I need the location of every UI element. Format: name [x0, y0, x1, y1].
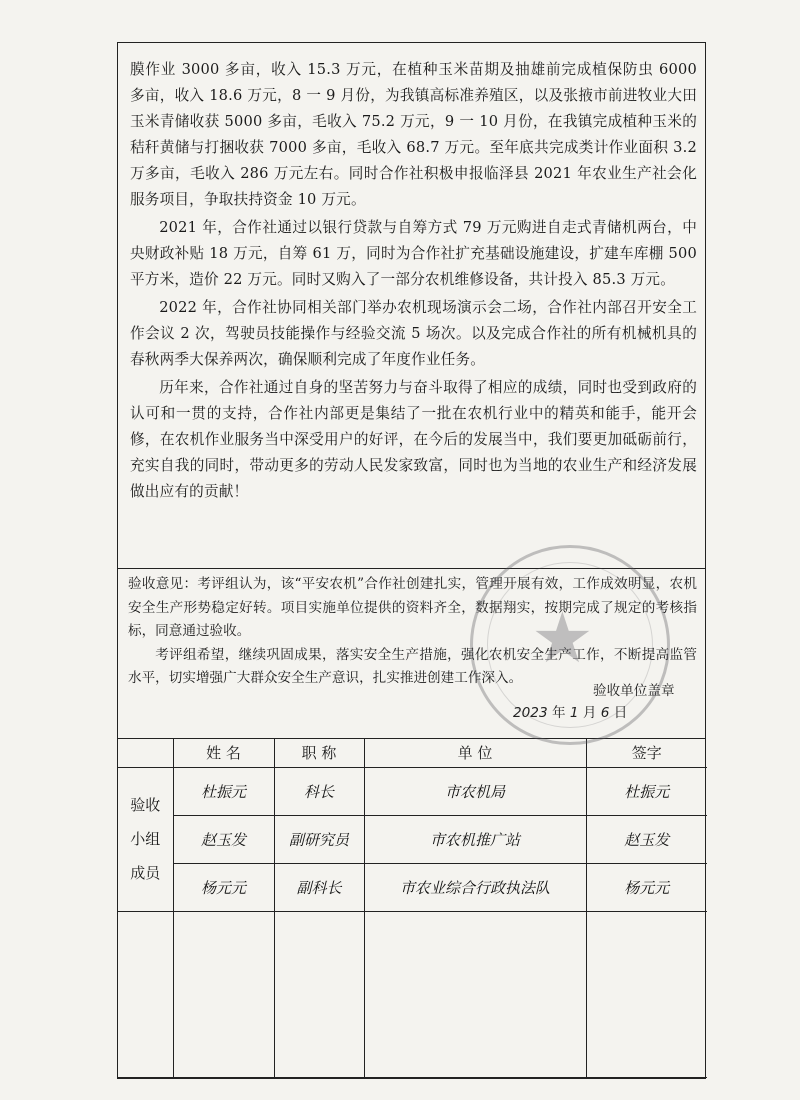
header-title: 职 称 [274, 739, 364, 767]
seal-star-icon: ★ [531, 597, 594, 679]
group-label: 验收 小组 成员 [118, 767, 173, 911]
table-row [118, 767, 707, 815]
paragraph-summary: 历年来，合作社通过自身的坚苦努力与奋斗取得了相应的成绩，同时也受到政府的认可和一贯的支持，合作社内部更是集结了一批在农机行业中的精英和能手，能开会修，在农机作业服务当中深受用户的好评，在今后的发展当中，我们要更加砥砺前行，充实自我的同时，带动更多的劳动人民发家致富，同时也为当地的农业生产和经济发展做出应有的贡献！ [130, 379, 697, 500]
member-title: 科长 [274, 767, 364, 815]
month-char: 月 [582, 705, 597, 721]
date-line [513, 701, 627, 721]
member-name: 杜振元 [173, 767, 274, 815]
header-empty [118, 739, 173, 767]
paragraph-2022: 2022 年，合作社协同相关部门举办农机现场演示会二场，合作社内部召开安全工作会议 2 次，驾驶员技能操作与经验交流 5 场次。以及完成合作社的所有机械机具的春秋两季大保养两次，确保顺利完成了年度作业任务。 [130, 299, 697, 368]
members-table [118, 739, 707, 1078]
table-blank-row [118, 911, 707, 1077]
member-name: 赵玉发 [173, 815, 274, 863]
member-signature: 杜振元 [586, 767, 707, 815]
seal-label: 验收单位盖章 [593, 683, 675, 699]
member-title: 副科长 [274, 863, 364, 911]
report-body [118, 43, 705, 569]
member-unit: 市农机推广站 [364, 815, 586, 863]
header-name: 姓 名 [173, 739, 274, 767]
member-unit: 市农机局 [364, 767, 586, 815]
date-year: 2023 [513, 705, 548, 721]
date-month: 1 [569, 705, 579, 721]
form-frame [117, 42, 706, 1079]
member-signature: 赵玉发 [586, 815, 707, 863]
member-unit: 市农业综合行政执法队 [364, 863, 586, 911]
opinion-text-1: 验收意见：考评组认为，该“平安农机”合作社创建扎实，管理开展有效，工作成效明显，农机安全生产形势稳定好转。项目实施单位提供的资料齐全，数据翔实，按期完成了规定的考核指标，同意通过验收。 [128, 576, 697, 639]
table-row [118, 863, 707, 911]
opinion-text-2: 考评组希望，继续巩固成果，落实安全生产措施，强化农机安全生产工作，不断提高监管水平，切实增强广大群众安全生产意识，扎实推进创建工作深入。 [128, 646, 697, 686]
member-signature: 杨元元 [586, 863, 707, 911]
table-header-row [118, 739, 707, 767]
member-title: 副研究员 [274, 815, 364, 863]
acceptance-opinion [118, 569, 705, 739]
paragraph-2021: 2021 年，合作社通过以银行贷款与自筹方式 79 万元购进自走式青储机两台，中央财政补贴 18 万元，自筹 61 万，同时为合作社扩充基础设施建设，扩建车库棚 500 平方米，造价 22 万元。同时又购入了一部分农机维修设备，共计投入 85.3 万元。 [130, 219, 697, 288]
header-unit: 单 位 [364, 739, 586, 767]
day-char: 日 [613, 705, 628, 721]
member-name: 杨元元 [173, 863, 274, 911]
table-row [118, 815, 707, 863]
year-char: 年 [551, 705, 566, 721]
date-day: 6 [600, 705, 610, 721]
paragraph-1: 膜作业 3000 多亩，收入 15.3 万元，在植种玉米苗期及抽雄前完成植保防虫 6000 多亩，收入 18.6 万元，8 一 9 月份，为我镇高标准养殖区，以及张掖市前进牧业大田玉米青储收获 5000 多亩，毛收入 75.2 万元，9 一 10 月份，在我镇完成植种玉米的秸秆黄储与打捆收获 7000 多亩，毛收入 68.7 万元。至年底共完成类计作业面积 3.2 万多亩，毛收入 286 万元左右。同时合作社积极申报临泽县 2021 年农业生产社会化服务项目，争取扶持资金 10 万元。 [130, 61, 697, 208]
header-sign: 签字 [586, 739, 707, 767]
